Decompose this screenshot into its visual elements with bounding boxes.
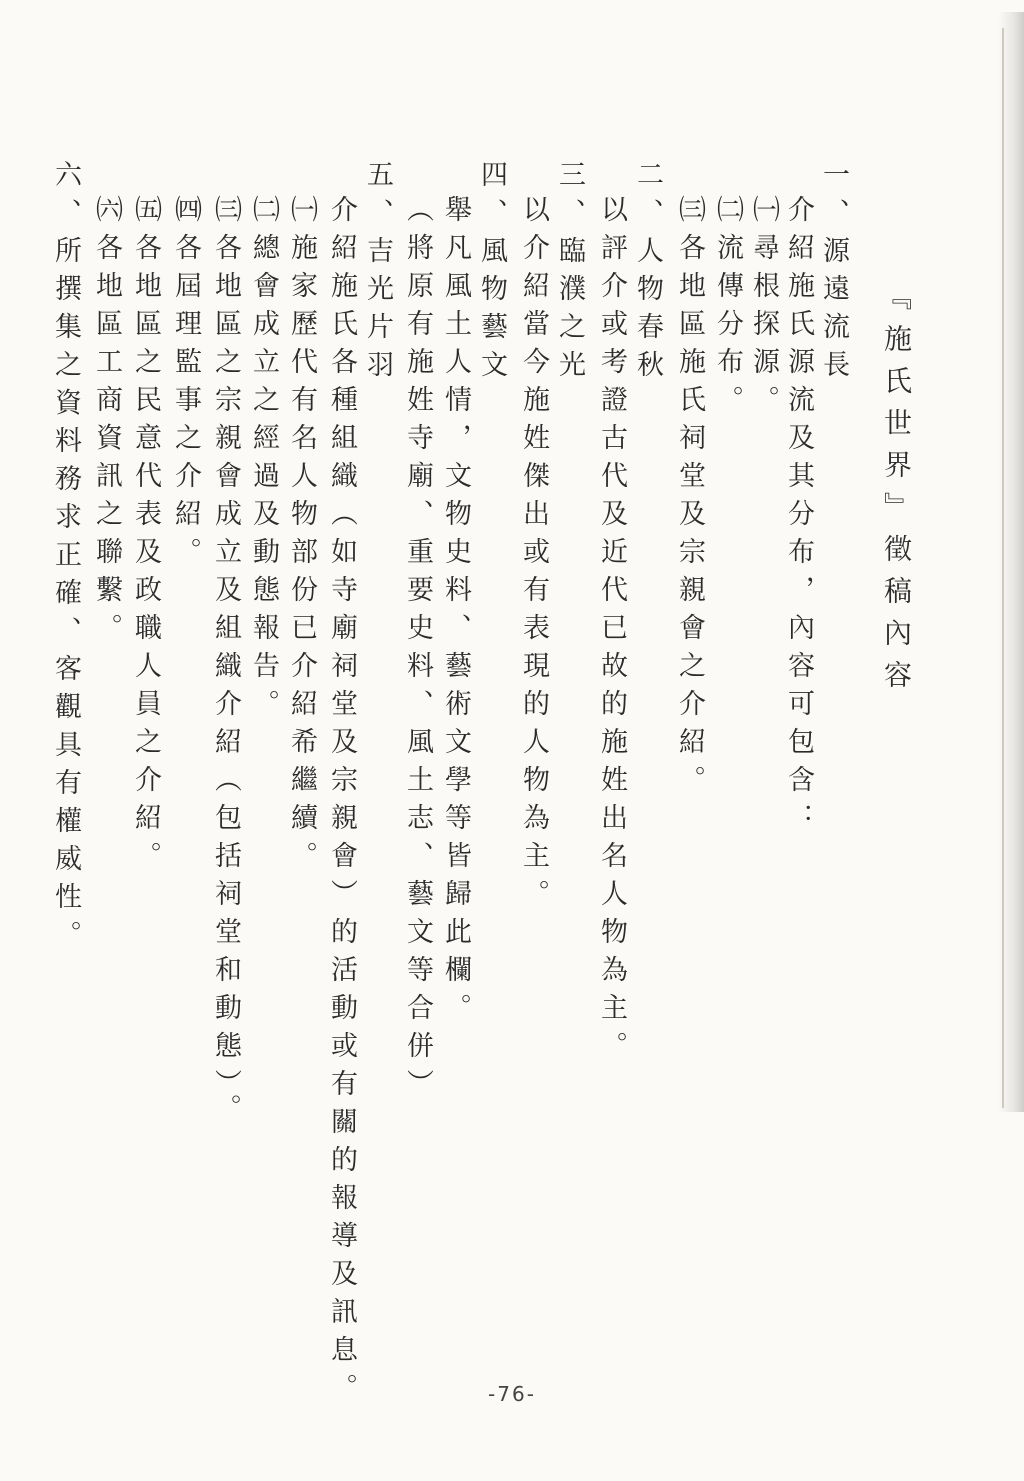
section-heading-2: 二、人物春秋 bbox=[632, 160, 663, 388]
section-1-item-1: ㈠尋根探源。 bbox=[748, 195, 779, 423]
section-5-item-1: ㈠施家歷代有名人物部份已介紹希繼續。 bbox=[286, 195, 317, 879]
page-number: -76- bbox=[488, 1382, 536, 1406]
section-heading-5: 五、吉光片羽 bbox=[362, 160, 393, 388]
document-title: 『施氏世界』徵稿內容 bbox=[880, 282, 913, 702]
section-5-item-3: ㈢各地區之宗親會成立及組織介紹（包括祠堂和動態）。 bbox=[210, 195, 241, 1132]
section-1-item-2: ㈡流傳分布。 bbox=[712, 195, 743, 423]
section-3-body: 以介紹當今施姓傑出或有表現的人物為主。 bbox=[518, 195, 549, 917]
section-5-intro: 介紹施氏各種組織（如寺廟祠堂及宗親會）的活動或有關的報導及訊息。 bbox=[326, 195, 357, 1411]
section-heading-4: 四、風物藝文 bbox=[476, 160, 507, 388]
page-edge-line bbox=[1002, 28, 1004, 1108]
section-4-body: 舉凡風土人情，文物史料、藝術文學等皆歸此欄。 bbox=[440, 195, 471, 1031]
section-2-body: 以評介或考證古代及近代已故的施姓出名人物為主。 bbox=[596, 195, 627, 1069]
section-1-item-3: ㈢各地區施氏祠堂及宗親會之介紹。 bbox=[674, 195, 705, 803]
section-heading-3: 三、臨濮之光 bbox=[554, 160, 585, 388]
section-1-intro: 介紹施氏源流及其分布，內容可包含： bbox=[783, 195, 814, 841]
section-5-item-2: ㈡總會成立之經過及動態報告。 bbox=[248, 195, 279, 727]
section-heading-6: 六、所撰集之資料務求正確、客觀具有權威性。 bbox=[50, 160, 81, 958]
section-heading-1: 一、源遠流長 bbox=[818, 160, 849, 388]
section-5-item-5: ㈤各地區之民意代表及政職人員之介紹。 bbox=[130, 195, 161, 879]
section-5-item-6: ㈥各地區工商資訊之聯繫。 bbox=[91, 195, 122, 651]
section-4-note: （將原有施姓寺廟、重要史料、風土志、藝文等合併） bbox=[402, 195, 433, 1107]
section-5-item-4: ㈣各屆理監事之介紹。 bbox=[170, 195, 201, 575]
